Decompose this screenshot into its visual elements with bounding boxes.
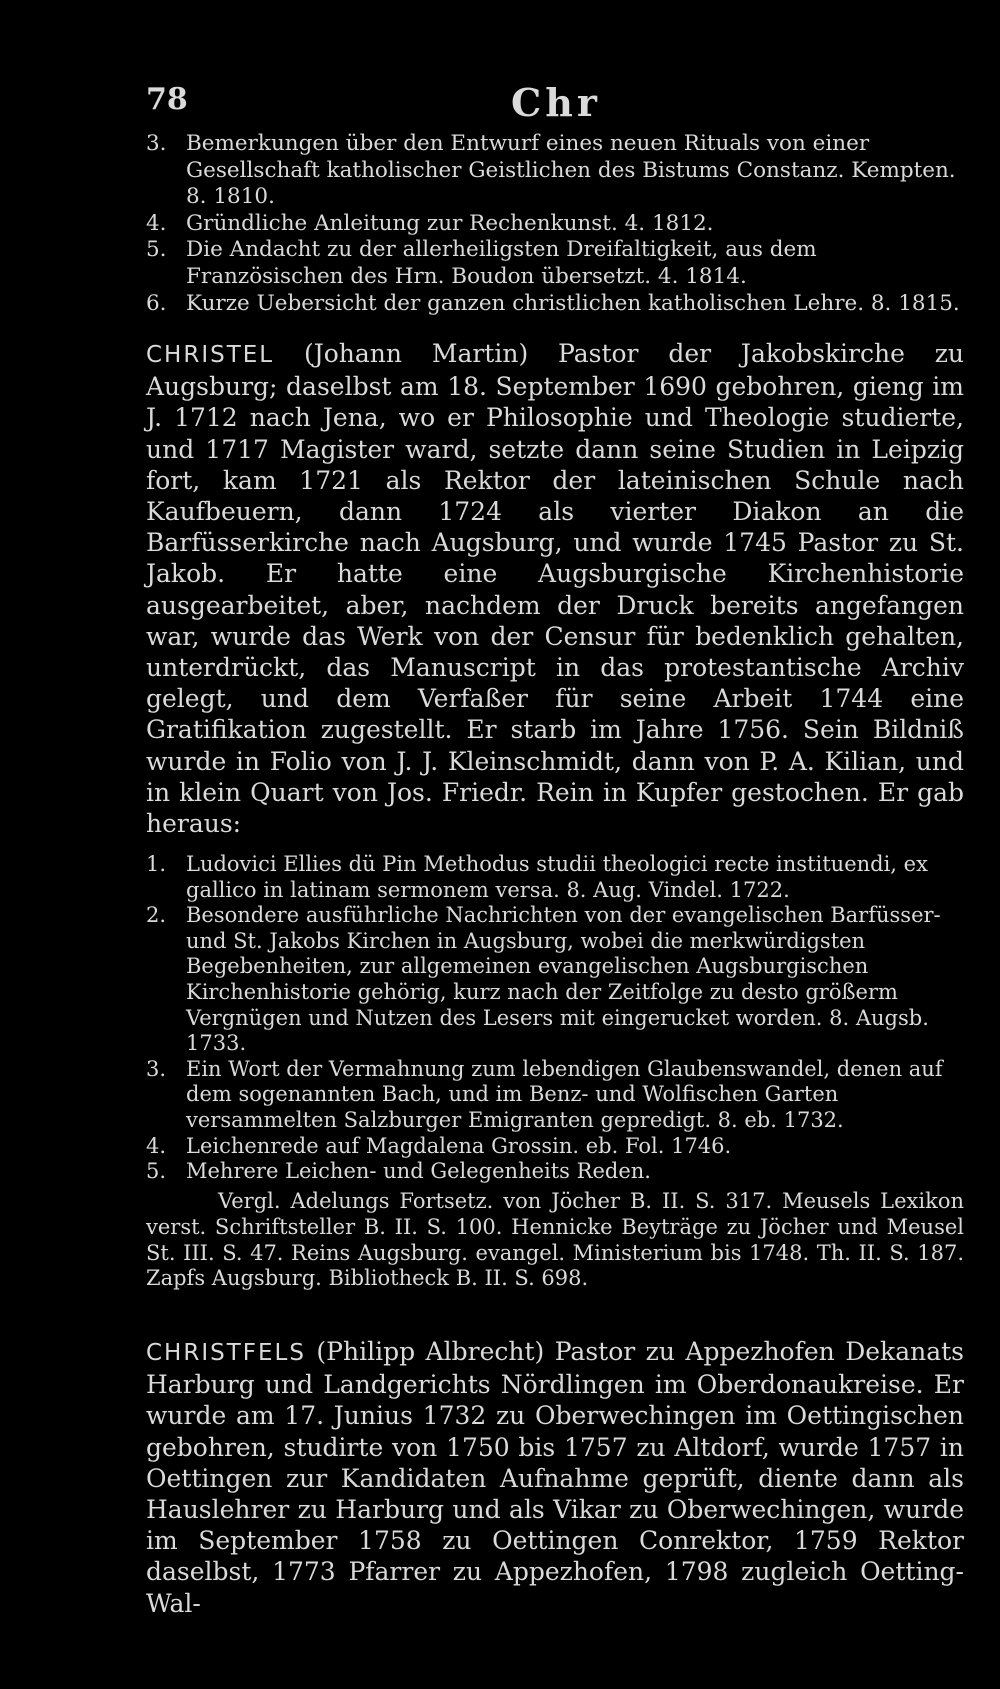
list-item — [146, 211, 964, 238]
item-text: Die Andacht zu der allerheiligsten Dreifaltigkeit, aus dem Französischen des Hrn. Boudon übersetzt. 4. 1814. — [186, 237, 817, 289]
works-list-top — [146, 131, 964, 317]
running-head: Chr — [511, 80, 601, 125]
item-number: 5. — [146, 237, 167, 263]
entry-text: (Johann Martin) Pastor der Jakobskirche zu Augsburg; daselbst am 18. September 1690 gebohren, gieng im J. 1712 nach Jena, wo er Philosophie und Theologie studierte, und 1717 Magister ward, setzte dann seine Studien in Leipzig fort, kam 1721 als Rektor der lateinischen Schule nach Kaufbeuern, dann 1724 als vierter Diakon an die Barfüsserkirche nach Augsburg, und wurde 1745 Pastor zu St. Jakob. Er hatte eine Augsburgische Kirchenhistorie ausgearbeitet, aber, nachdem der Druck bereits angefangen war, wurde das Werk von der Censur für bedenklich gehalten, unterdrückt, das Manuscript in das protestantische Archiv gelegt, und dem Verfaßer für seine Arbeit 1744 eine Gratifikation zugestellt. Er starb im Jahre 1756. Sein Bildniß wurde in Folio von J. J. Kleinschmidt, dann von P. A. Kilian, und in klein Quart von Jos. Friedr. Rein in Kupfer gestochen. Er gab heraus: — [146, 339, 964, 839]
entry-name: CHRISTFELS — [146, 1340, 306, 1366]
item-text: Gründliche Anleitung zur Rechenkunst. 4. 1812. — [186, 210, 714, 236]
item-number: 2. — [146, 903, 167, 928]
list-item — [146, 131, 964, 211]
item-text: Ludovici Ellies dü Pin Methodus studii theologici recte instituendi, ex gallico in latinam sermonem versa. 8. Aug. Vindel. 1722. — [186, 852, 928, 902]
item-text: Mehrere Leichen- und Gelegenheits Reden. — [186, 1159, 651, 1184]
page-header — [146, 80, 966, 125]
item-number: 4. — [146, 1133, 167, 1158]
entry-christfels — [146, 1336, 964, 1619]
list-item — [146, 903, 964, 1057]
list-item — [146, 1134, 964, 1160]
item-number: 1. — [146, 852, 167, 876]
item-text: Bemerkungen über den Entwurf eines neuen Rituals von einer Gesellschaft katholischer Geistlichen des Bistums Constanz. Kempten. 8. 1810. — [186, 131, 956, 210]
item-text: Leichenrede auf Magdalena Grossin. eb. Fol. 1746. — [186, 1133, 732, 1158]
page-number: 78 — [146, 82, 188, 117]
item-number: 5. — [146, 1159, 167, 1184]
item-text: Besondere ausführliche Nachrichten von der evangelischen Barfüsser- und St. Jakobs Kirchen in Augsburg, wobei die merkwürdigsten Begebenheiten, zur allgemeinen evangelischen Augsburgischen Kirchenhistorie gehörig, kurz nach der Zeitfolge zu desto größerm Vergnügen und Nutzen des Lesers mit eingerucket worden. 8. Augsb. 1733. — [186, 903, 941, 1056]
item-number: 3. — [146, 131, 167, 156]
references: Vergl. Adelungs Fortsetz. von Jöcher B. II. S. 317. Meusels Lexikon verst. Schriftsteller B. II. S. 100. Hennicke Beyträge zu Jöcher und Meusel St. III. S. 47. Reins Augsburg. evangel. Ministerium bis 1748. Th. II. S. 187. Zapfs Augsburg. Bibliotheck B. II. S. 698. — [146, 1189, 964, 1291]
item-number: 4. — [146, 210, 167, 236]
entry-text: (Philipp Albrecht) Pastor zu Appezhofen Dekanats Harburg und Landgerichts Nördlingen im Oberdonaukreise. Er wurde am 17. Junius 1732 zu Oberwechingen im Oettingischen gebohren, studirte von 1750 bis 1757 zu Altdorf, wurde 1757 in Oettingen zur Kandidaten Aufnahme geprüft, diente dann als Hauslehrer zu Harburg und als Vikar zu Oberwechingen, wurde im September 1758 zu Oettingen Conrektor, 1759 Rektor daselbst, 1773 Pfarrer zu Appezhofen, 1798 zugleich Oetting-Wal- — [146, 1337, 964, 1618]
item-number: 6. — [146, 290, 167, 316]
entry-christel — [146, 338, 964, 839]
item-text: Ein Wort der Vermahnung zum lebendigen Glaubenswandel, denen auf dem sogenannten Bach, und im Benz- und Wolfischen Garten versammelten Salzburger Emigranten gepredigt. 8. eb. 1732. — [186, 1056, 943, 1132]
list-item — [146, 1057, 964, 1134]
item-number: 3. — [146, 1056, 167, 1081]
entry-name: CHRISTEL — [146, 342, 275, 368]
list-item — [146, 852, 964, 903]
list-item — [146, 1159, 964, 1185]
list-item — [146, 237, 964, 290]
list-item — [146, 291, 964, 318]
works-list-christel — [146, 852, 964, 1185]
item-text: Kurze Uebersicht der ganzen christlichen katholischen Lehre. 8. 1815. — [186, 290, 960, 316]
